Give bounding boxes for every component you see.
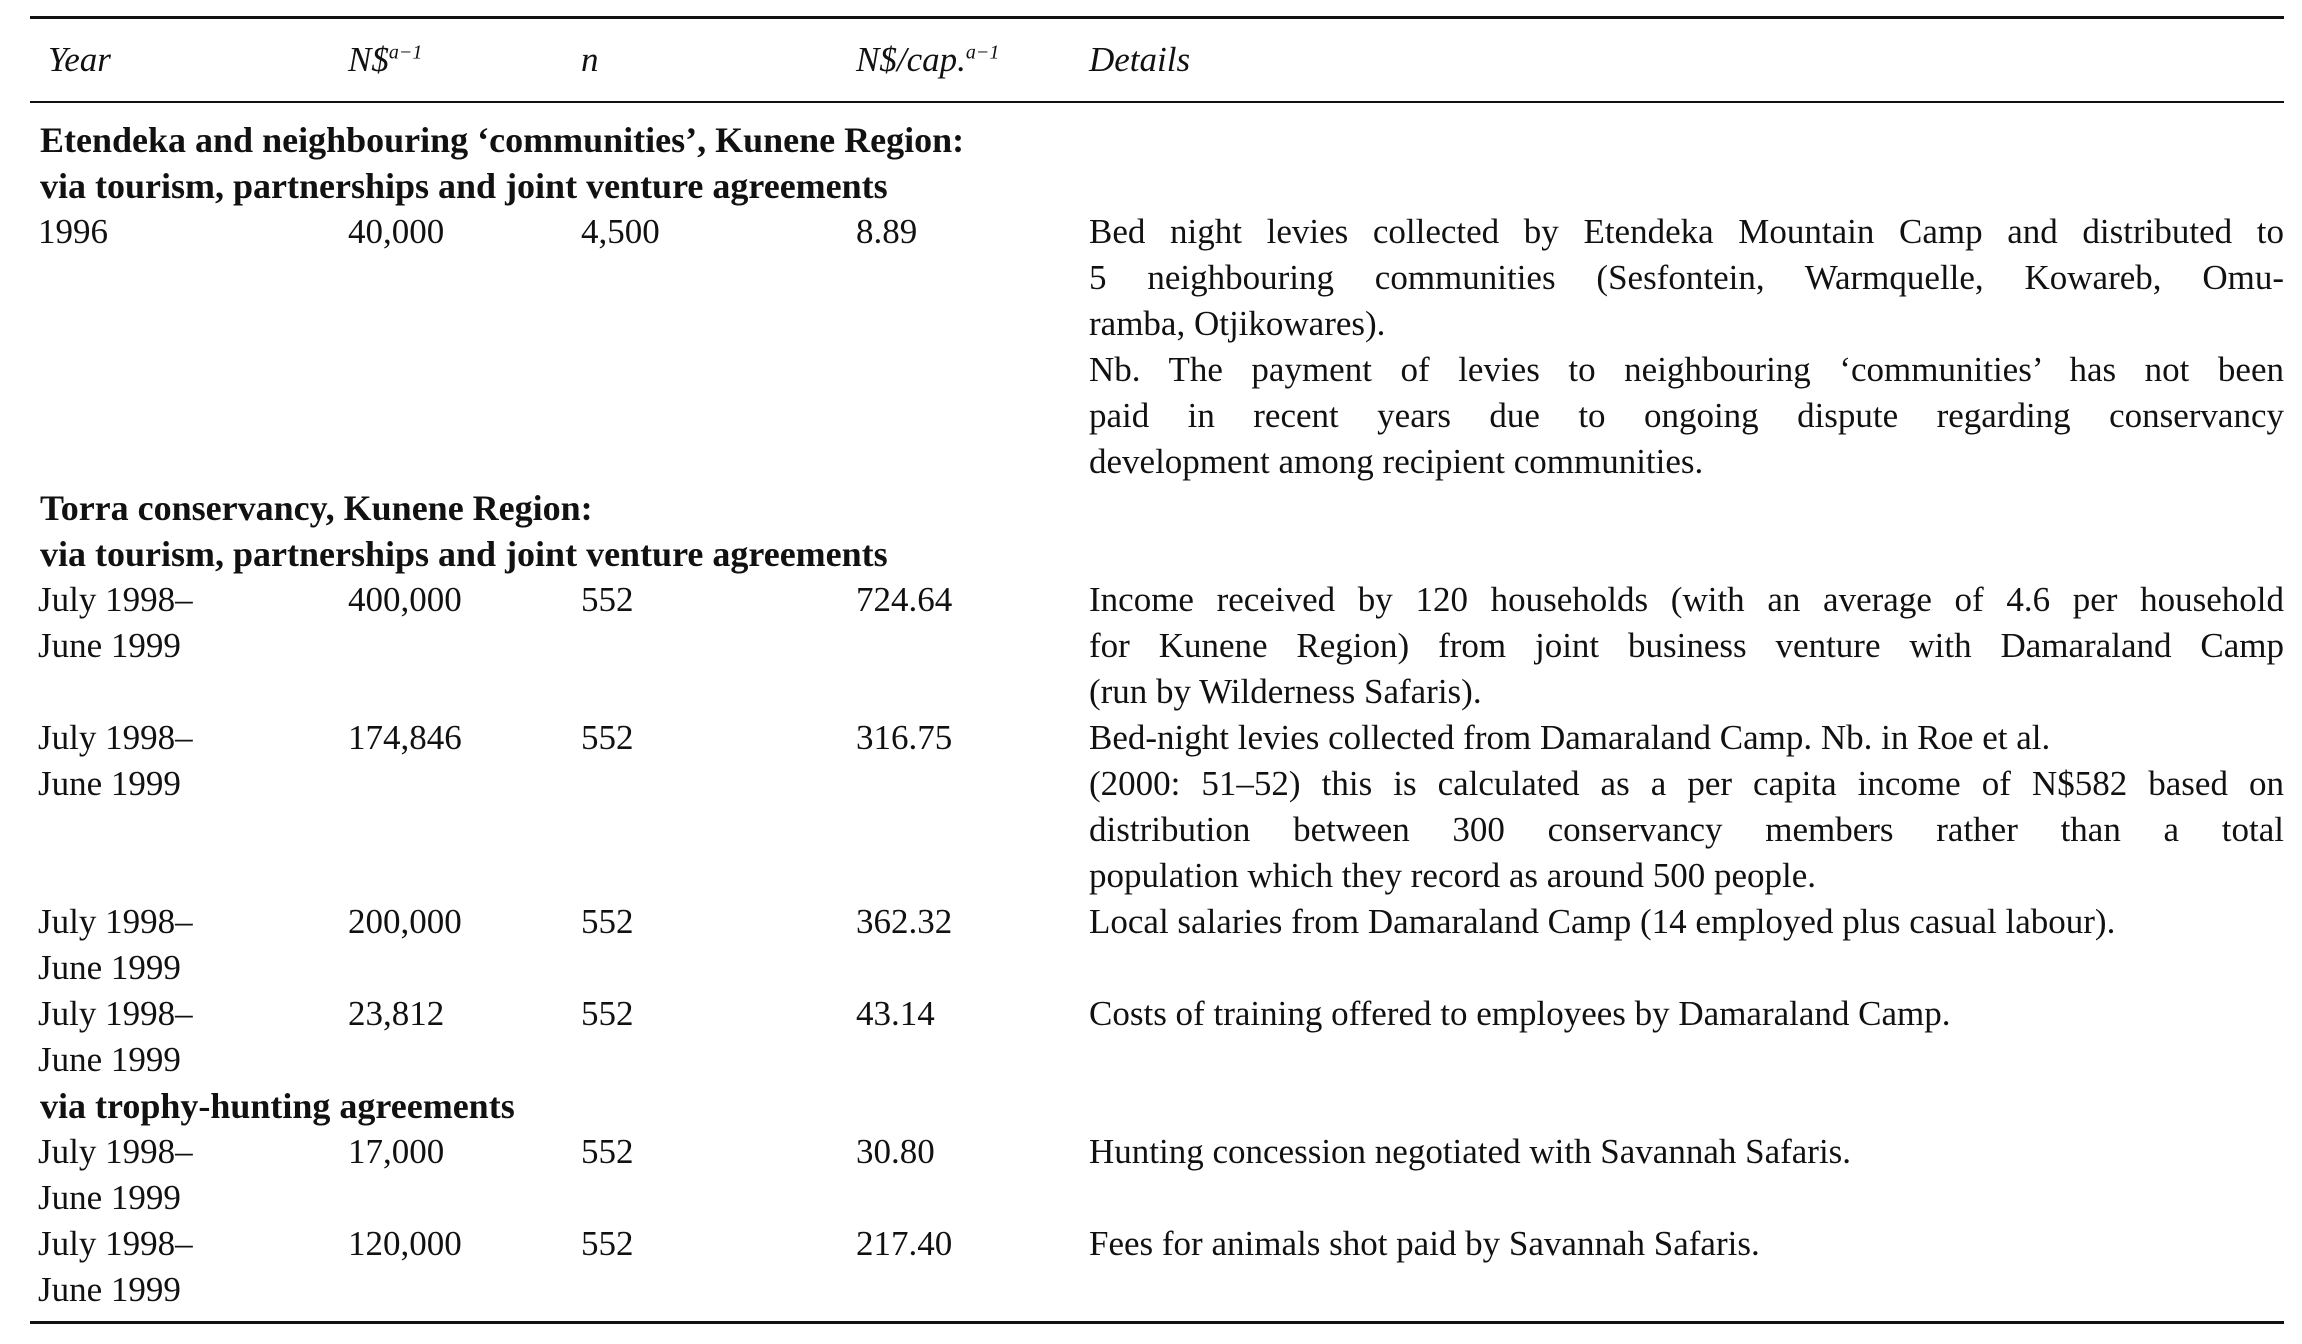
header-details: Details	[1089, 40, 1191, 79]
income-table	[30, 16, 2284, 1324]
cell-year-line: June 1999	[38, 948, 181, 987]
cell-year-line: June 1999	[38, 1040, 181, 1079]
details-line: Bed-night levies collected from Damaraland Camp. Nb. in Roe et al.	[1089, 718, 2051, 757]
cell-per-capita: 316.75	[856, 718, 953, 757]
cell-year-line: June 1999	[38, 626, 181, 665]
cell-amount: 120,000	[348, 1224, 462, 1263]
cell-year	[30, 577, 348, 669]
table-row	[30, 209, 2284, 485]
cell-year-line: June 1999	[38, 1270, 181, 1309]
section-heading: via trophy-hunting agreements	[40, 1086, 515, 1126]
details-line: ramba, Otjikowares).	[1089, 304, 1386, 343]
details-line: development among recipient communities.	[1089, 442, 1704, 481]
header-ns: N\$$^{a-1}$	[348, 40, 423, 79]
cell-year-line: July 1998–	[38, 580, 193, 619]
details-line: distribution between 300 conservancy members rather than a total	[1089, 810, 2284, 849]
details-line: (2000: 51–52) this is calculated as a per capita income of N$582 based on	[1089, 764, 2284, 803]
cell-details	[1089, 899, 2284, 945]
cell-year-line: June 1999	[38, 1178, 181, 1217]
table-row	[30, 1221, 2284, 1313]
header-ns-superscript: a−1	[388, 41, 423, 64]
details-line: Bed night levies collected by Etendeka Mountain Camp and distributed to	[1089, 212, 2284, 251]
table-body	[30, 103, 2284, 1313]
table-header	[30, 19, 2284, 101]
cell-n: 4,500	[581, 212, 660, 251]
cell-n: 552	[581, 1132, 634, 1171]
details-line: Fees for animals shot paid by Savannah Safaris.	[1089, 1224, 1760, 1263]
cell-year	[30, 209, 348, 255]
cell-details	[1089, 209, 2284, 485]
table-row	[30, 577, 2284, 715]
header-year: Year	[48, 40, 111, 79]
cell-amount: 200,000	[348, 902, 462, 941]
header-n: n	[581, 40, 599, 79]
cell-year-line: June 1999	[38, 764, 181, 803]
details-line: population which they record as around 500 people.	[1089, 856, 1817, 895]
cell-n: 552	[581, 994, 634, 1033]
section-heading: via tourism, partnerships and joint venture agreements	[40, 534, 888, 574]
cell-year	[30, 1129, 348, 1221]
table-row	[30, 715, 2284, 899]
cell-per-capita: 30.80	[856, 1132, 935, 1171]
header-cap-superscript: a−1	[965, 41, 1000, 64]
cell-details	[1089, 1129, 2284, 1175]
details-line: 5 neighbouring communities (Sesfontein, Warmquelle, Kowareb, Omu-	[1089, 258, 2284, 297]
details-line: Local salaries from Damaraland Camp (14 employed plus casual labour).	[1089, 902, 2116, 941]
cell-year	[30, 899, 348, 991]
cell-per-capita: 8.89	[856, 212, 918, 251]
table-row	[30, 1129, 2284, 1221]
table-row	[30, 899, 2284, 991]
section-heading: via tourism, partnerships and joint venture agreements	[40, 166, 888, 206]
cell-details	[1089, 715, 2284, 899]
cell-n: 552	[581, 580, 634, 619]
cell-per-capita: 43.14	[856, 994, 935, 1033]
cell-year-line: July 1998–	[38, 902, 193, 941]
cell-n: 552	[581, 902, 634, 941]
details-line: Nb. The payment of levies to neighbouring ‘communities’ has not been	[1089, 350, 2284, 389]
cell-n: 552	[581, 1224, 634, 1263]
details-line: Hunting concession negotiated with Savannah Safaris.	[1089, 1132, 1852, 1171]
cell-year-line: July 1998–	[38, 994, 193, 1033]
cell-year-line: 1996	[38, 212, 108, 251]
cell-year-line: July 1998–	[38, 1132, 193, 1171]
section-heading: Torra conservancy, Kunene Region:	[40, 488, 593, 528]
details-line: (run by Wilderness Safaris).	[1089, 672, 1482, 711]
cell-year-line: July 1998–	[38, 718, 193, 757]
cell-year-line: July 1998–	[38, 1224, 193, 1263]
cell-amount: 400,000	[348, 580, 462, 619]
cell-amount: 174,846	[348, 718, 462, 757]
details-line: for Kunene Region) from joint business venture with Damaraland Camp	[1089, 626, 2284, 665]
cell-per-capita: 362.32	[856, 902, 953, 941]
cell-amount: 40,000	[348, 212, 445, 251]
table-row	[30, 991, 2284, 1083]
cell-per-capita: 217.40	[856, 1224, 953, 1263]
cell-n: 552	[581, 718, 634, 757]
cell-details	[1089, 577, 2284, 715]
details-line: paid in recent years due to ongoing dispute regarding conservancy	[1089, 396, 2284, 435]
cell-details	[1089, 991, 2284, 1037]
details-line: Income received by 120 households (with an average of 4.6 per household	[1089, 580, 2284, 619]
bottom-rule	[30, 1321, 2284, 1324]
header-per-capita: N$/cap.$^{a-1}$	[856, 40, 1000, 79]
cell-per-capita: 724.64	[856, 580, 953, 619]
cell-details	[1089, 1221, 2284, 1267]
cell-year	[30, 991, 348, 1083]
cell-amount: 17,000	[348, 1132, 445, 1171]
cell-amount: 23,812	[348, 994, 445, 1033]
cell-year	[30, 1221, 348, 1313]
details-line: Costs of training offered to employees by Damaraland Camp.	[1089, 994, 1951, 1033]
section-heading: Etendeka and neighbouring ‘communities’, Kunene Region:	[40, 120, 965, 160]
cell-year	[30, 715, 348, 807]
